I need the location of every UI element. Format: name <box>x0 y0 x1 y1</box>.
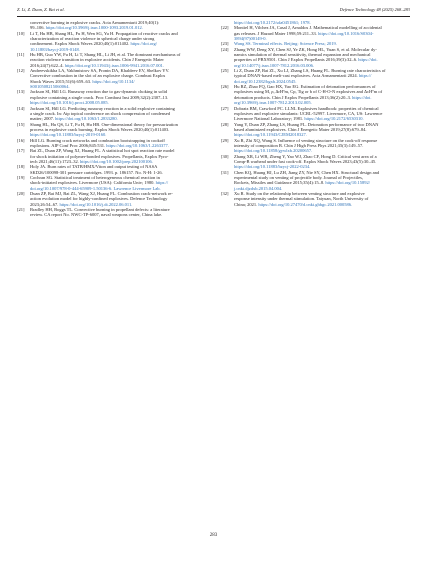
reference-number: [32] <box>221 191 229 196</box>
reference-number: [23] <box>221 41 229 47</box>
reference-number: [19] <box>17 174 25 180</box>
doi-link[interactable]: https://doi.org/10.1063/1.2263377. <box>106 142 169 148</box>
reference-body: properties of PBX9501. Chin J Explos Propellants 2016;39(3):32–6. <box>234 57 359 63</box>
doi-link[interactable]: https://doi.org/10.1063/1.2833280. <box>55 116 118 122</box>
reference-body: experimental study on venting of projectile body. Journal of Projectiles, <box>234 174 364 180</box>
doi-link[interactable]: https://doi.org/10.1016/j.dt.2022.06.011. <box>59 201 133 207</box>
reference-number: [14] <box>17 105 25 111</box>
reference-line <box>221 202 410 207</box>
reference-body: a single crack. In: Aip topical conference on shock compression of condensed <box>30 110 170 116</box>
header-rule <box>17 16 410 17</box>
header-authors: Z. Li, Z. Duan, Z. Bai et al. <box>17 7 65 12</box>
reference-number: [27] <box>221 105 229 111</box>
reference-text <box>30 212 206 217</box>
reference-number: [30] <box>221 153 229 159</box>
reference-body: Zhang WW, Deng XY, Chen SJ, Ye ZK, Hong HL, Yuan S, et al. Molecular dy- <box>234 46 377 52</box>
reference-body: Shang HL, Hu QS, Li T, Fu H, Hu HB. One-dimensional theory for pressurization <box>30 121 178 127</box>
reference-body: Montiel H, Vilchez JA, Casal J, Arnaldos J. Mathematical modelling of accidental <box>234 25 382 31</box>
doi-link[interactable]: https://doi.org/10.11943/j.issn.1006-9941.2016.07.001. <box>64 62 165 68</box>
doi-link[interactable]: j.cnki.djzdxb.2015.04.004. <box>234 185 283 191</box>
reference-body: tech 2021;46(11):1723–32. <box>30 158 80 164</box>
reference-body: Dobratz BM, Crawford PC. LLNL Explosives handbook: properties of chemical <box>234 105 379 111</box>
doi-link[interactable]: https://doi.org/10.3969/j.issn.1000-1093.2019.01.012. <box>45 25 143 31</box>
doi-link[interactable]: org/10.14077/j.issn.1007-7812.2016.03.006. <box>234 62 315 68</box>
reference-number: [15] <box>17 121 25 127</box>
doi-link[interactable]: https://doi.org/10.2172/sda0451861; 1978. <box>234 20 311 25</box>
reference-body: explosions. AIP Conf Proc 2006;845:531. <box>30 142 107 148</box>
reference-body: Zhang XR, Li WB, Zheng Y, Yao WJ, Zhao CF, Hong D. Critical vent area of a <box>234 153 377 159</box>
reference-body: Hu HB, Guo YW, Fu H, Li T, Shang HL, Li JH, et al. The dominant mechanisms of <box>30 52 181 58</box>
reference-number <box>17 212 30 217</box>
doi-link[interactable]: https://doi.org/10.27470/d.cnki.ghbgc.2021.000586. <box>258 201 353 207</box>
reference-number: [20] <box>17 191 25 196</box>
doi-link[interactable]: Wang SS. Terminal effects. Beijing: Science Press; 2019. <box>234 41 337 47</box>
reference-body: Duan ZP, Bai MJ, Bai ZL, Wang XJ, Huang FL. Combustion crack-network re- <box>30 191 173 196</box>
doi-link[interactable]: https://doi.org/10.15892/ <box>325 180 371 186</box>
reference-body: response intensity under thermal stimulation. Taiyuan, North University of <box>234 196 369 202</box>
reference-body: Li T, Hu HB, Shang HL, Fu H, Wen SG, Yu H. Propagation of reactive cracks and <box>30 30 178 36</box>
doi-link[interactable]: 10.11883/bzycj-2019-0148. <box>30 46 80 52</box>
reference-body: shock-initiated explosives. Livermore (USA): California Univ; 1980. <box>30 180 156 186</box>
reference-body: Jackson SI, Hill LG. Runaway reaction due to gas-dynamic choking in solid <box>30 89 168 95</box>
reference-body: Andreevskikha LA, Vakhmistrov SA, Pronin DA, Khaldeev EV, Shelkov YV. <box>30 68 170 74</box>
doi-link[interactable]: https:// <box>358 73 372 79</box>
reference-number: [18] <box>17 164 25 170</box>
doi-link[interactable]: 3894(97)00149-0. <box>234 36 267 42</box>
doi-link[interactable]: https://doi.org/10.1002/prep.202100106. <box>79 158 153 164</box>
reference-body: detonation products. Chin J Explos Propellants 2013;36(2):20–3. <box>234 94 353 100</box>
reference-body: confinement. Explos Shock Waves 2020;40(1):011402. <box>30 41 131 47</box>
reference-number: [13] <box>17 89 25 95</box>
doi-link[interactable]: doi.org/10.1007/978-0-444-65909-1.50136-6. Lawrence Livermore Lab. <box>30 185 161 191</box>
reference-number: [22] <box>221 25 229 31</box>
doi-link[interactable]: S0010508215060064. <box>30 84 70 90</box>
doi-link[interactable]: https://doi. <box>352 94 372 100</box>
reference-body: reaction violence transition in explosive accidents. Chin J Energetic Mater <box>30 57 164 63</box>
reference-body: Bai ZL, Duan ZP, Wang XJ, Huang FL. A statistical hot spot reaction rate model <box>30 148 175 154</box>
reference-body: intensity of composition B. Chin J High Press Phys 2021;35(3):149–57. <box>234 142 364 148</box>
reference-body: Jackson SI, Hill LG. Predicting runaway reaction in a solid explosive containing <box>30 105 175 111</box>
doi-link[interactable]: https://doi.org/10.1134/ <box>92 78 135 84</box>
reference-body: Hill LG. Burning crack networks and combustion bootstrapping in cookoff <box>30 137 165 143</box>
reference-body: Hu RZ, Zhao FQ, Gao HX, Yao EG. Estimation of detonation performances of <box>234 84 376 90</box>
reference-number: [12] <box>17 68 25 74</box>
reference-body: convective burning in explosive cracks. Acta Armamentarii 2019;40(1): <box>30 20 160 25</box>
reference-body: characterization of reaction violence in spherical charge under strong <box>30 36 155 42</box>
reference-number: [17] <box>17 148 25 154</box>
doi-link[interactable]: https://doi. <box>358 57 378 63</box>
reference-body: Convective combustion in the slot of an explosive charge. Combust Explos <box>30 73 166 79</box>
reference-body: explosives using M, ρ, ΔrHºm, Cp, Tig or b of C-H-O-N explosives and ΔcHºm of <box>234 89 383 95</box>
doi-link[interactable]: https://doi.org/10.11858/gywlxb.20200657. <box>234 148 313 154</box>
reference-number: [28] <box>221 121 229 127</box>
reference-body: for shock initiation of polymer-bonded explosives. Propellants, Explos Pyro- <box>30 153 169 159</box>
reference-body: explosive containing a single crack. Proc Combust Inst 2009;32(2):2307–13. <box>30 94 169 100</box>
doi-link[interactable]: https://doi.org/10.1016/j.proci.2008.05.085. <box>30 100 109 106</box>
reference-body: Livermore National Laboratory; 1981. <box>234 116 305 122</box>
doi-link[interactable]: https://doi.org/ <box>130 41 158 47</box>
reference-body: Xu R, Zhi XQ, Wang S. Influence of venting structure on the cook-off response <box>234 137 378 143</box>
reference-body: action evolution model for highly-confined explosives. Defence Technology <box>30 196 168 202</box>
reference-body: matter; 2007. <box>30 116 56 122</box>
reference-number: [10] <box>17 30 25 36</box>
page-number: 283 <box>209 533 218 538</box>
reference-body: Xu R. Study on the relationship between venting structure and explosive <box>234 191 365 196</box>
reference-line <box>17 212 206 217</box>
doi-link[interactable]: https:// <box>155 180 169 186</box>
references-left-column <box>17 20 206 218</box>
reference-number: [29] <box>221 137 229 143</box>
reference-body: 2023;26:54–67. <box>30 201 60 207</box>
reference-body: process in explosive crack burning. Explos Shock Waves 2020;40(1):011403. <box>30 126 170 132</box>
reference-body: Li Z, Duan ZP, Bai ZL, Xu LJ, Zhang LS, Huang FL. Burning rate characteristics of <box>234 68 386 74</box>
reference-number: [24] <box>221 46 229 52</box>
reference-body: Comp-B warhead under fast cook-off. Explos Shock Waves 2023;43(5):30–45. <box>234 158 377 164</box>
reference-body: gas releases. J Hazard Mater 1998;59:211–33. <box>234 30 319 36</box>
reference-body: Bradley HH, Boggs TL. Convective burning in propellant defects: a literature <box>30 207 170 213</box>
doi-link[interactable]: https://doi.org/10.11943/CJEM2018327. <box>234 132 307 138</box>
doi-link[interactable]: doi.org/10.12382/bgxb.2024.0545. <box>234 78 297 84</box>
reference-body: Yang Y, Duan ZP, Zhang LS, Huang FL. Detonation performance of two DNAN <box>234 121 379 127</box>
reference-number: [25] <box>221 68 229 74</box>
reference-body: 99–106. <box>30 25 46 31</box>
reference-body: Rockets, Missiles and Guidance 2015;35(4):15–8. <box>234 180 326 186</box>
doi-link[interactable]: https://doi.org/10.11883/bzycj-2022-0234. <box>234 164 311 170</box>
reference-body: Shock Waves 2015;51(6):659–63. <box>30 78 93 84</box>
reference-number <box>221 202 234 207</box>
reference-body: Chen KQ, Huang HJ, Lu ZH, Jiang ZY, Nie SY, Chen HX. Structural design and <box>234 169 380 175</box>
doi-link[interactable]: org/10.3969/j.issn.1007-7812.2013.02.005. <box>234 100 312 106</box>
header-journal: Defence Technology 48 (2025) 268–283 <box>339 7 410 12</box>
doi-link[interactable]: https://doi.org/10.11883/bzycj-2019-0160. <box>30 132 107 138</box>
reference-body: 2016;24(7):622–4. <box>30 62 65 68</box>
reference-number: [16] <box>17 137 25 143</box>
reference-number: [11] <box>17 52 25 58</box>
reference-body: China; 2021. <box>234 201 259 207</box>
reference-number: [31] <box>221 169 229 175</box>
reference-body: typical DNAN-based melt-cast explosives. Acta Armamentarii 2024. <box>234 73 359 79</box>
doi-link[interactable]: https://doi.org/10.1016/S0304- <box>318 30 374 36</box>
reference-number: [26] <box>221 84 229 90</box>
reference-body: explosives and explosive simulants: UCRL-52997. Livermore, CA, US: Lawrence <box>234 110 383 116</box>
reference-body: based aluminized explosives. Chin J Energetic Mater 2019;27(8):679–84. <box>234 126 367 132</box>
reference-body: SKD26/100098-301 pressure cartridges. 1993. p. 186157. No. N-H: 1-26. <box>30 169 163 175</box>
reference-body: review. CA report No. NWC-TP-6007, naval weapons center, China lake. <box>30 212 163 218</box>
reference-body: namics simulation of thermal sensitivity, thermal expansion and mechanical <box>234 52 371 58</box>
reference-number: [21] <box>17 207 25 213</box>
doi-link[interactable]: https://doi.org/10.2172/6530310. <box>304 116 364 122</box>
reference-body: Cochran SG. Statistical treatment of heterogeneous chemical reaction in <box>30 174 160 180</box>
references-right-column <box>221 20 410 207</box>
reference-text <box>234 202 410 207</box>
reference-body: Holy JA. Burn rates of TATB/HMX/Viton and output testing of NASA <box>30 164 158 170</box>
